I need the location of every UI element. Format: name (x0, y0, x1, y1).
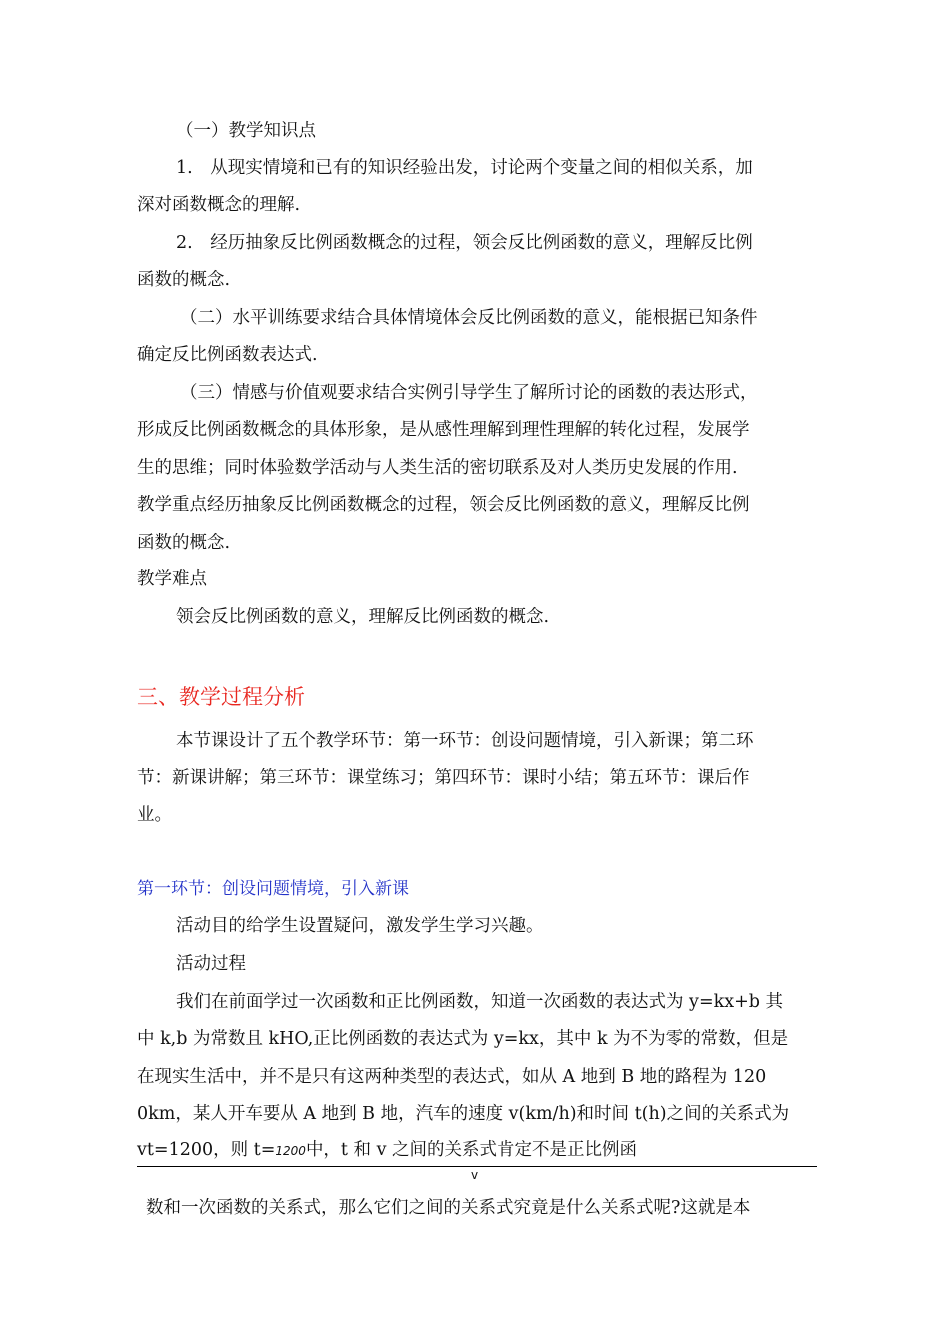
paragraph-line: 深对函数概念的理解. (137, 195, 301, 215)
paragraph-line: 函数的概念. (137, 533, 231, 553)
section-heading: 三、教学过程分析 (137, 685, 305, 709)
paragraph-line: 生的思维；同时体验数学活动与人类生活的密切联系及对人类历史发展的作用. (137, 458, 738, 478)
paragraph-line: 我们在前面学过一次函数和正比例函数，知道一次函数的表达式为 y=kx+b 其 (176, 992, 784, 1012)
formula-text: 中，t 和 v 之间的关系式肯定不是正比例函 (305, 1140, 638, 1160)
paragraph-line: 活动过程 (176, 954, 246, 974)
paragraph-line: 业。 (137, 805, 172, 825)
difficulty-title: 教学难点 (137, 569, 207, 589)
paragraph-line: 在现实生活中，并不是只有这两种类型的表达式，如从 A 地到 B 地的路程为 120 (137, 1067, 767, 1087)
paragraph-line: 领会反比例函数的意义，理解反比例函数的概念. (176, 607, 550, 627)
paragraph-line: （二）水平训练要求结合具体情境体会反比例函数的意义，能根据已知条件 (180, 308, 758, 328)
paragraph-line: 形成反比例函数概念的具体形象，是从感性理解到理性理解的转化过程，发展学 (137, 420, 750, 440)
subsection-heading: 第一环节：创设问题情境，引入新课 (137, 879, 409, 899)
page-divider (137, 1166, 817, 1167)
paragraph-line: 活动目的给学生设置疑问，激发学生学习兴趣。 (176, 916, 544, 936)
fraction-text: 1200 (275, 1144, 306, 1158)
paragraph-line: 本节课设计了五个教学环节：第一环节：创设问题情境，引入新课；第二环 (176, 731, 754, 751)
paragraph-line: 函数的概念. (137, 270, 231, 290)
footnote-mark: v (471, 1168, 479, 1182)
paragraph-line: 1. 从现实情境和已有的知识经验出发，讨论两个变量之间的相似关系，加 (176, 158, 753, 178)
paragraph-line: 数和一次函数的关系式，那么它们之间的关系式究竟是什么关系式呢?这就是本 (146, 1198, 751, 1218)
paragraph-line: 中 k,b 为常数且 kHO,正比例函数的表达式为 y=kx，其中 k 为不为零的常数，但是 (137, 1029, 789, 1049)
formula-text: vt=1200，则 t= (137, 1140, 276, 1160)
paragraph-line: （三）情感与价值观要求结合实例引导学生了解所讨论的函数的表达形式， (180, 383, 758, 403)
paragraph-line: 确定反比例函数表达式. (137, 345, 318, 365)
paragraph-line: 0km，某人开车要从 A 地到 B 地，汽车的速度 v(km/h)和时间 t(h)之间的关系式为 (137, 1104, 790, 1124)
section-1-title: （一）教学知识点 (176, 121, 316, 141)
paragraph-line: 节：新课讲解；第三环节：课堂练习；第四环节：课时小结；第五环节：课后作 (137, 768, 750, 788)
paragraph-line (137, 1138, 637, 1163)
paragraph-line: 2. 经历抽象反比例函数概念的过程，领会反比例函数的意义，理解反比例 (176, 233, 753, 253)
paragraph-line: 教学重点经历抽象反比例函数概念的过程，领会反比例函数的意义，理解反比例 (137, 495, 750, 515)
